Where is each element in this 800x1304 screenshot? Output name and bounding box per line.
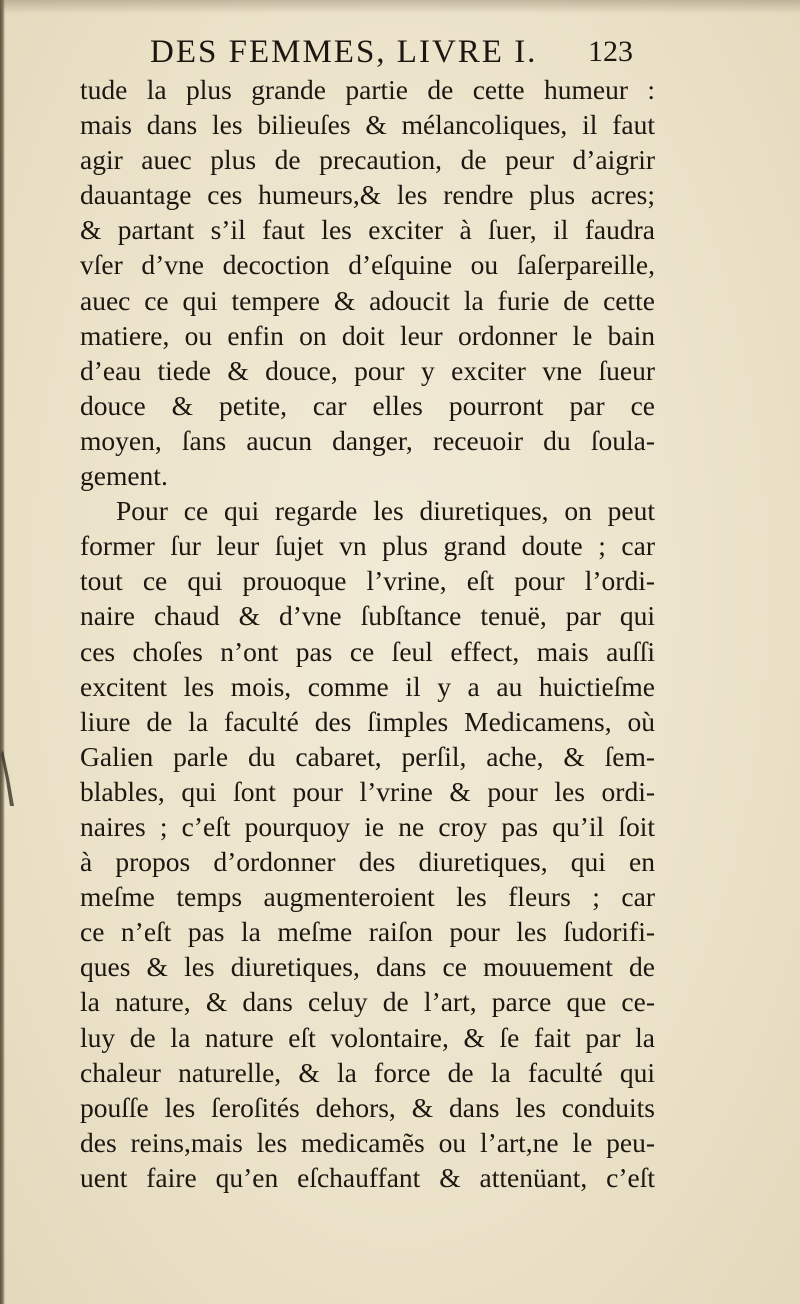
page-gutter-edge <box>0 0 5 1304</box>
text-line: & partant s’il faut les exciter à ſuer, il faudra <box>80 214 655 246</box>
running-head-title: DES FEMMES, LIVRE I. <box>150 34 538 70</box>
text-line: Galien parle du cabaret, perſil, ache, & ſem- <box>80 740 655 772</box>
text-line: moyen, ſans aucun danger, receuoir du ſoula- <box>80 424 655 456</box>
text-line: la nature, & dans celuy de l’art, parce que ce- <box>80 986 655 1018</box>
text-line: ces choſes n’ont pas ce ſeul effect, mais auſſi <box>80 635 655 667</box>
text-line: vſer d’vne decoction d’eſquine ou ſaſerpareille, <box>80 249 655 281</box>
text-line: excitent les mois, comme il y a au huictieſme <box>80 670 655 702</box>
text-line: mais dans les bilieuſes & mélancoliques, il faut <box>80 109 655 141</box>
text-line: naires ; c’eſt pourquoy ie ne croy pas qu’il ſoit <box>80 810 655 842</box>
text-line: former ſur leur ſujet vn plus grand doute ; car <box>80 530 655 562</box>
text-line: tude la plus grande partie de cette humeur : <box>80 74 655 105</box>
text-line: agir auec plus de precaution, de peur d’aigrir <box>80 144 655 176</box>
text-line: matiere, ou enfin on doit leur ordonner le bain <box>80 319 655 351</box>
text-line: liure de la faculté des ſimples Medicamens, où <box>80 705 655 737</box>
text-line: ce n’eſt pas la meſme raiſon pour les ſudorifi- <box>80 916 655 948</box>
text-line: des reins,mais les medicamẽs ou l’art,ne le peu- <box>80 1126 655 1158</box>
text-line: tout ce qui prouoque l’vrine, eſt pour l’ordi- <box>80 565 655 597</box>
text-line: naire chaud & d’vne ſubſtance tenuë, par qui <box>80 600 655 632</box>
text-line: gement. <box>80 460 168 492</box>
body-text <box>80 72 655 1195</box>
text-line: auec ce qui tempere & adoucit la furie de cette <box>80 284 655 316</box>
text-line: à propos d’ordonner des diuretiques, qui en <box>80 846 655 878</box>
text-line: dauantage ces humeurs,& les rendre plus acres; <box>80 179 655 211</box>
text-line: douce & petite, car elles pourront par ce <box>80 389 655 421</box>
text-line: Pour ce qui regarde les diuretiques, on peut <box>116 495 655 527</box>
page-number: 123 <box>588 35 633 68</box>
text-line: blables, qui ſont pour l’vrine & pour les ordi- <box>80 775 655 807</box>
text-line: meſme temps augmenteroient les fleurs ; car <box>80 881 655 913</box>
text-line: chaleur naturelle, & la force de la faculté qui <box>80 1056 655 1088</box>
text-line: ques & les diuretiques, dans ce mouuement de <box>80 951 655 983</box>
text-line: uent faire qu’en eſchauffant & attenüant, c’eſt <box>80 1161 655 1193</box>
ink-mark-icon <box>0 748 18 808</box>
text-line: d’eau tiede & douce, pour y exciter vne ſueur <box>80 354 655 386</box>
page-top-shadow <box>0 0 800 14</box>
text-line: pouſſe les ſeroſités dehors, & dans les conduits <box>80 1091 655 1123</box>
text-line: luy de la nature eſt volontaire, & ſe fait par la <box>80 1021 655 1053</box>
